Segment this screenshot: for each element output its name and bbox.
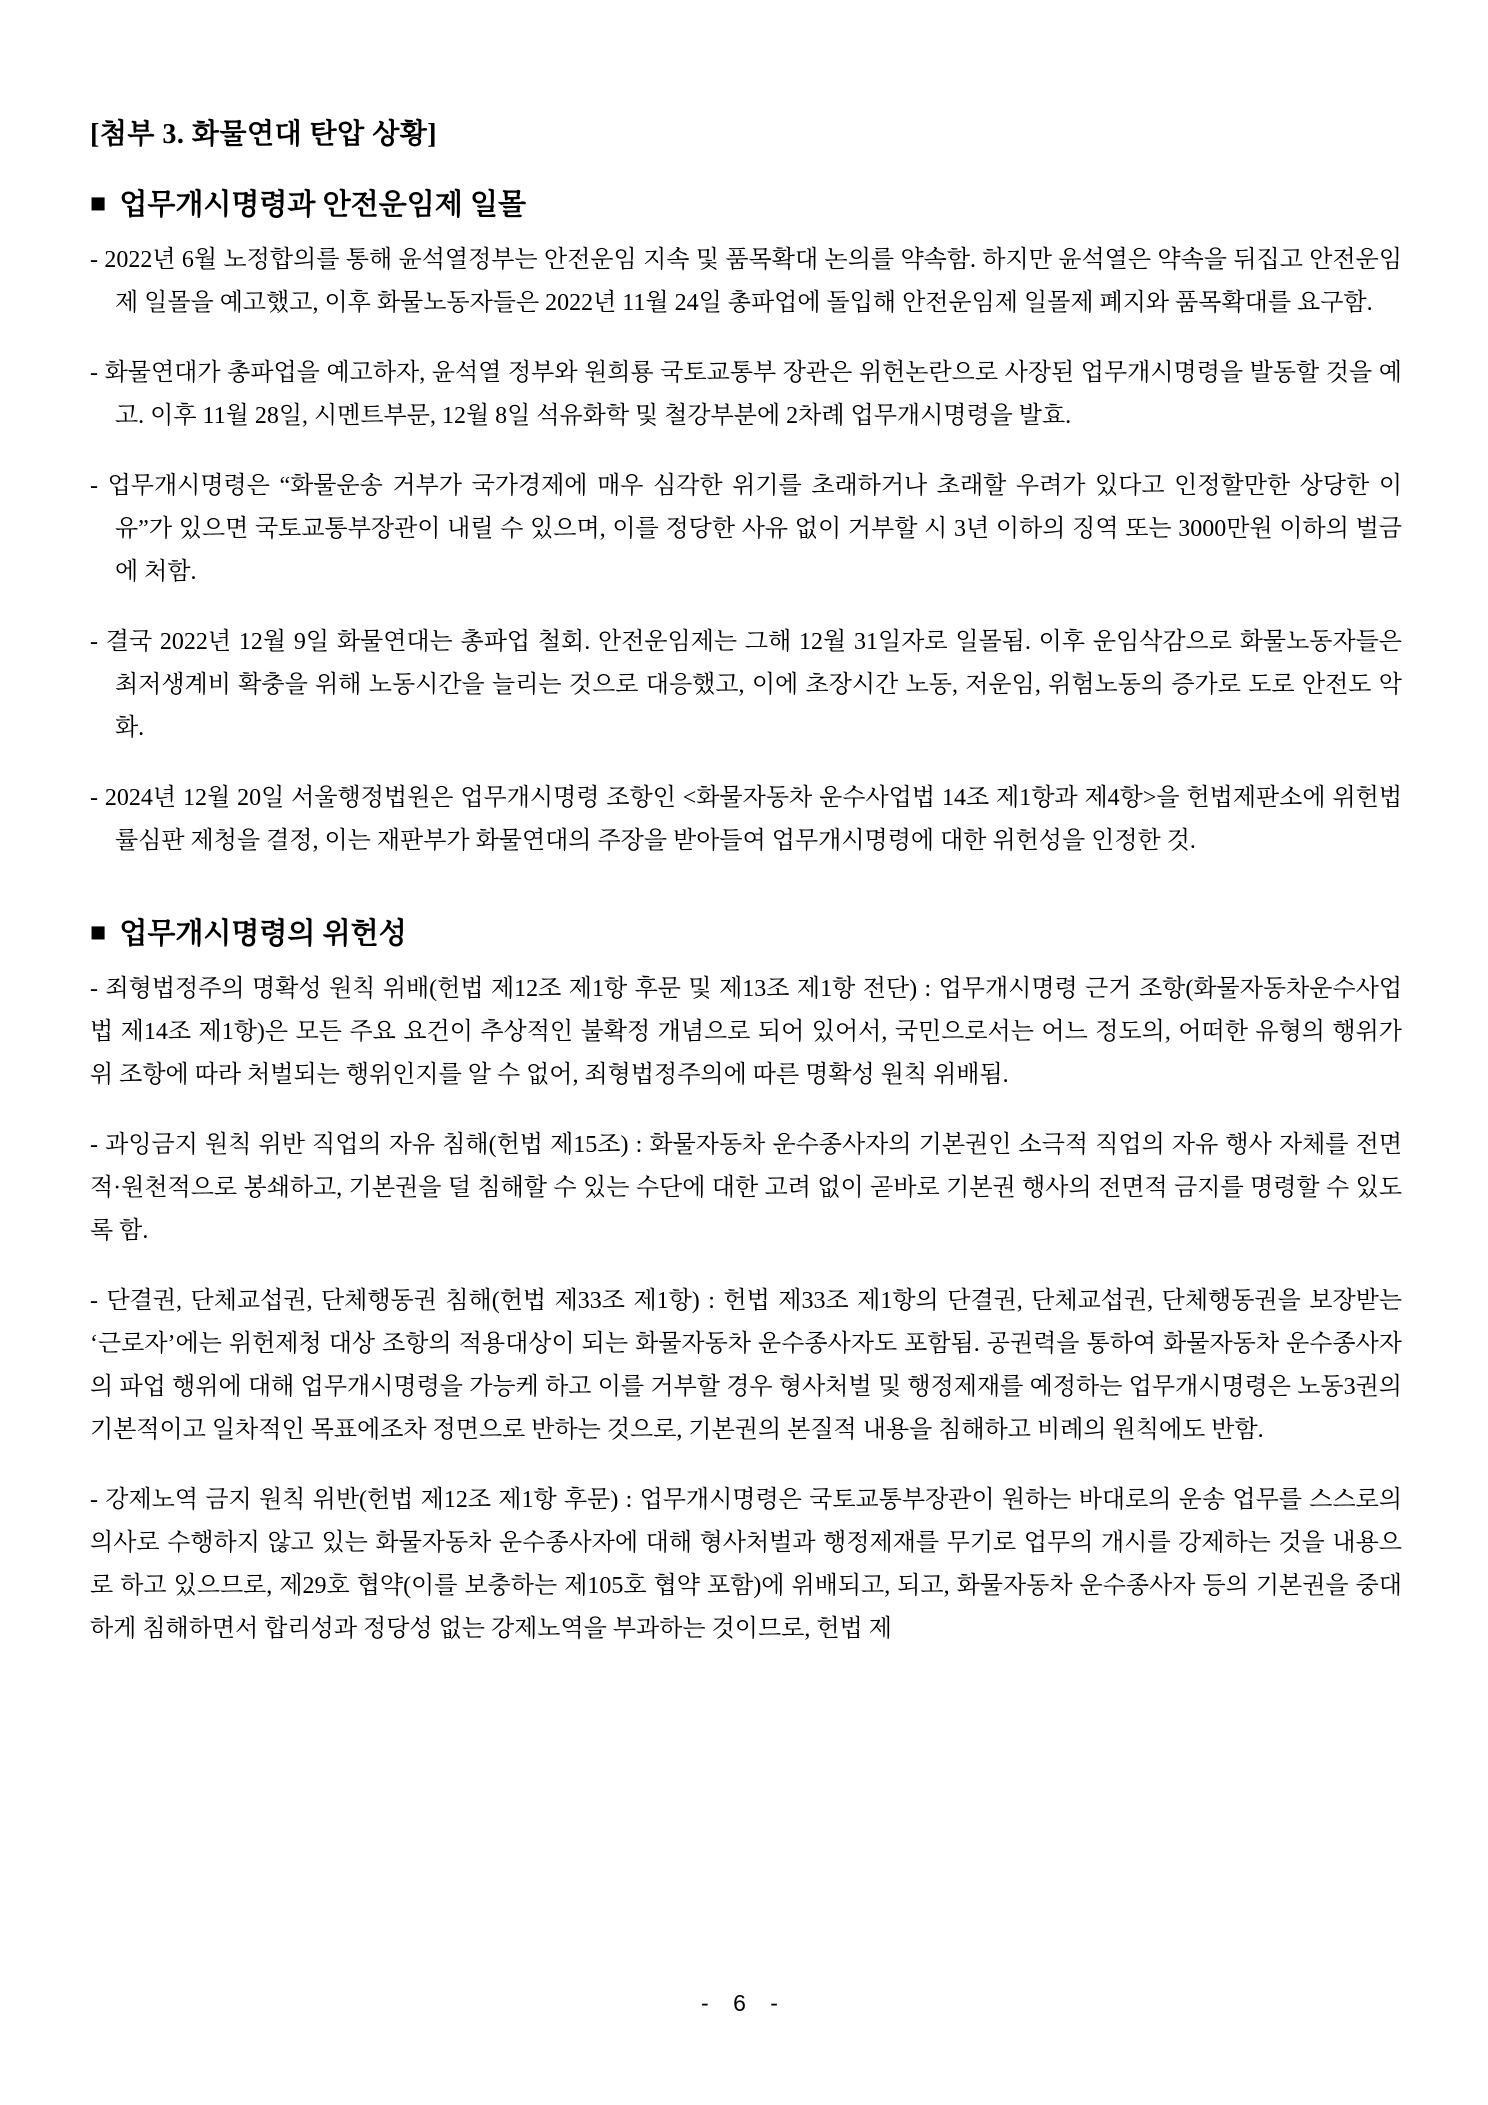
bullet-item bbox=[90, 465, 1402, 594]
bullet-item bbox=[90, 352, 1402, 438]
bullet-text: 2024년 12월 20일 서울행정법원은 업무개시명령 조항인 <화물자동차 운수사업법 14조 제1항과 제4항>을 헌법제판소에 위헌법률심판 제청을 결정, 이는 재판부가 화물연대의 주장을 받아들여 업무개시명령에 대한 위헌성을 인정한 것. bbox=[104, 785, 1402, 854]
paragraph-text: 강제노역 금지 원칙 위반(헌법 제12조 제1항 후문) : 업무개시명령은 국토교통부장관이 원하는 바대로의 운송 업무를 스스로의 의사로 수행하지 않고 있는 화물자동차 운수종사자에 대해 형사처벌과 행정제재를 무기로 업무의 개시를 강제하는 것을 내용으로 하고 있으므로, 제29호 협약(이를 보충하는 제105호 협약 포함)에 위배되고, 되고, 화물자동차 운수종사자 등의 기본권을 중대하게 침해하면서 합리성과 정당성 없는 강제노역을 부과하는 것이므로, 헌법 제 bbox=[90, 1487, 1403, 1642]
black-square-icon: ■ bbox=[90, 917, 107, 947]
bullet-text: 업무개시명령은 “화물운송 거부가 국가경제에 매우 심각한 위기를 초래하거나 초래할 우려가 있다고 인정할만한 상당한 이유”가 있으면 국토교통부장관이 내릴 수 있으며, 이를 정당한 사유 없이 거부할 시 3년 이하의 징역 또는 3000만원 이하의 벌금에 처함. bbox=[107, 473, 1403, 585]
dash-marker: - bbox=[90, 247, 98, 273]
dash-marker: - bbox=[90, 976, 98, 1002]
dash-marker: - bbox=[90, 473, 98, 499]
bullet-text: 2022년 6월 노정합의를 통해 윤석열정부는 안전운임 지속 및 품목확대 논의를 약속함. 하지만 윤석열은 약속을 뒤집고 안전운임제 일몰을 예고했고, 이후 화물노동자들은 2022년 11월 24일 총파업에 돌입해 안전운임제 일몰제 폐지와 품목확대를 요구함. bbox=[104, 247, 1402, 316]
paragraph-text: 단결권, 단체교섭권, 단체행동권 침해(헌법 제33조 제1항) : 헌법 제33조 제1항의 단결권, 단체교섭권, 단체행동권을 보장받는 ‘근로자’에는 위헌제청 대상 조항의 적용대상이 되는 화물자동차 운수종사자도 포함됨. 공권력을 통하여 화물자동차 운수종사자의 파업 행위에 대해 업무개시명령을 가능케 하고 이를 거부할 경우 형사처벌 및 행정제재를 예정하는 업무개시명령은 노동3권의 기본적이고 일차적인 목표에조차 정면으로 반하는 것으로, 기본권의 본질적 내용을 침해하고 비례의 원칙에도 반함. bbox=[90, 1288, 1402, 1443]
dash-marker: - bbox=[90, 1487, 98, 1513]
paragraph-item bbox=[90, 968, 1402, 1097]
paragraph-item bbox=[90, 1280, 1402, 1452]
paragraph-item bbox=[90, 1124, 1402, 1253]
section-unconstitutionality bbox=[90, 911, 1402, 1651]
page-title: [첨부 3. 화물연대 탄압 상황] bbox=[90, 119, 438, 150]
black-square-icon: ■ bbox=[90, 188, 107, 218]
bullet-item bbox=[90, 239, 1402, 325]
paragraph-text: 죄형법정주의 명확성 원칙 위배(헌법 제12조 제1항 후문 및 제13조 제1항 전단) : 업무개시명령 근거 조항(화물자동차운수사업법 제14조 제1항)은 모든 주요 요건이 추상적인 불확정 개념으로 되어 있어서, 국민으로서는 어느 정도의, 어떠한 유형의 행위가 위 조항에 따라 처벌되는 행위인지를 알 수 없어, 죄형법정주의에 따른 명확성 원칙 위배됨. bbox=[90, 976, 1402, 1088]
section-heading-text: 업무개시명령과 안전운임제 일몰 bbox=[119, 189, 527, 221]
dash-marker: - bbox=[90, 360, 98, 386]
section-heading bbox=[90, 911, 1402, 952]
paragraph-text: 과잉금지 원칙 위반 직업의 자유 침해(헌법 제15조) : 화물자동차 운수종사자의 기본권인 소극적 직업의 자유 행사 자체를 전면적·원천적으로 봉쇄하고, 기본권을 덜 침해할 수 있는 수단에 대한 고려 없이 곧바로 기본권 행사의 전면적 금지를 명령할 수 있도록 함. bbox=[90, 1132, 1402, 1244]
dash-marker: - bbox=[90, 1288, 98, 1314]
section-work-order-sunset bbox=[90, 182, 1402, 863]
paragraph-item bbox=[90, 1479, 1402, 1651]
bullet-text: 화물연대가 총파업을 예고하자, 윤석열 정부와 원희룡 국토교통부 장관은 위헌논란으로 사장된 업무개시명령을 발동할 것을 예고. 이후 11월 28일, 시멘트부문, 12월 8일 석유화학 및 철강부분에 2차례 업무개시명령을 발효. bbox=[104, 360, 1402, 429]
bullet-item bbox=[90, 621, 1402, 750]
bullet-item bbox=[90, 777, 1402, 863]
dash-marker: - bbox=[90, 1132, 98, 1158]
section-heading bbox=[90, 182, 1402, 223]
section-heading-text: 업무개시명령의 위헌성 bbox=[119, 918, 407, 950]
dash-marker: - bbox=[90, 629, 98, 655]
bullet-text: 결국 2022년 12월 9일 화물연대는 총파업 철회. 안전운임제는 그해 12월 31일자로 일몰됨. 이후 운임삭감으로 화물노동자들은 최저생계비 확충을 위해 노동시간을 늘리는 것으로 대응했고, 이에 초장시간 노동, 저운임, 위험노동의 증가로 도로 안전도 악화. bbox=[105, 629, 1402, 741]
dash-marker: - bbox=[90, 785, 98, 811]
page-number: - 6 - bbox=[701, 1990, 787, 2016]
